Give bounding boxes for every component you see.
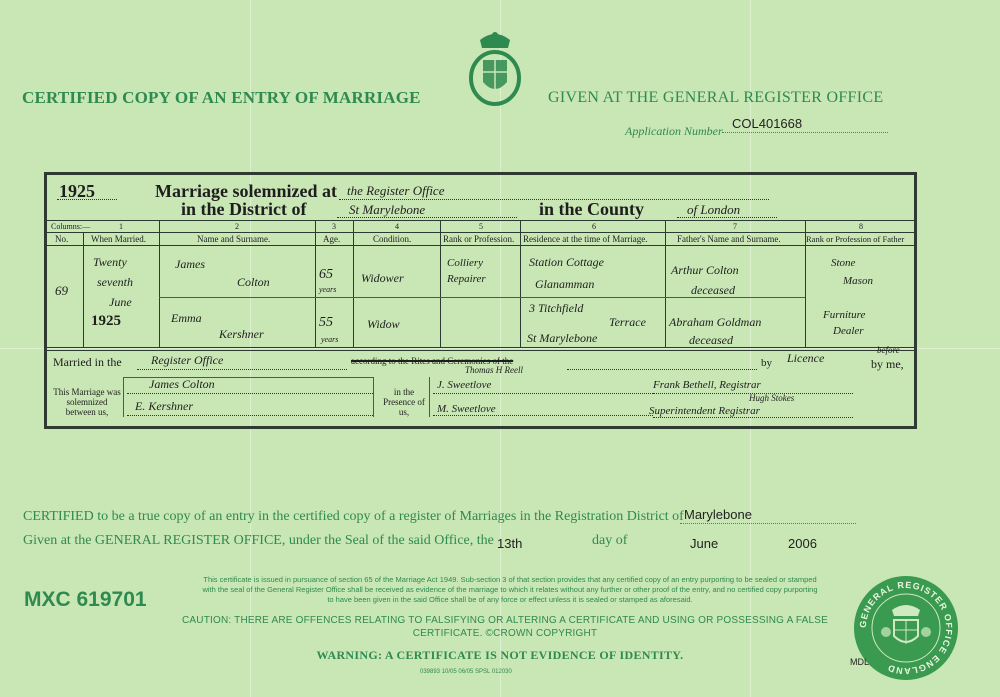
column-number: 5 — [479, 222, 483, 231]
form-code: 039893 10/05 06/05 SPSL 012030 — [420, 669, 512, 675]
certified-statement: CERTIFIED to be a true copy of an entry in the certified copy of a register of Marriages in the Registration District of — [23, 509, 684, 524]
superintendent-title: Superintendent Registrar — [649, 405, 760, 417]
legal-paragraph: This certificate is issued in pursuance of section 65 of the Marriage Act 1949. Sub-section 3 of that section provides that any certified copy of an entry purporting to be sealed or stamped with the seal of the General Register Office shall be received as evidence of the marriage to which it relates without any further or other proof of the entry, and no certified copy purporting to have been given in the said Office shall be of any force or effect unless it is sealed or stamped as aforesaid. — [202, 575, 818, 604]
groom-rank: Colliery — [447, 257, 484, 269]
column-number: 3 — [332, 222, 336, 231]
column-header: Age. — [323, 234, 341, 244]
bride-age: 55 — [319, 315, 333, 330]
witness-signature: Thomas H Reell — [465, 365, 523, 375]
column-number: 1 — [119, 222, 123, 231]
application-number-label: Application Number — [625, 124, 723, 138]
certificate-serial: MXC 619701 — [24, 588, 147, 611]
bride-father-status: deceased — [689, 333, 733, 347]
bride-residence: 3 Titchfield — [529, 301, 584, 315]
county-value: of London — [687, 202, 741, 217]
royal-crest-icon — [462, 26, 528, 108]
groom-age: 65 — [319, 267, 333, 282]
district-value: St Marylebone — [349, 202, 426, 217]
column-header: Father's Name and Surname. — [677, 234, 781, 244]
groom-condition: Widower — [361, 271, 404, 285]
given-at-statement: Given at the GENERAL REGISTER OFFICE, under the Seal of the said Office, the — [23, 533, 494, 548]
witness-signature: M. Sweetlove — [437, 403, 496, 415]
register-office-title: GIVEN AT THE GENERAL REGISTER OFFICE — [548, 89, 884, 106]
date-line: seventh — [97, 275, 133, 289]
district-label: in the District of — [181, 199, 307, 219]
column-number: 8 — [859, 222, 863, 231]
svg-text:GENERAL REGISTER OFFICE ENGLAN: GENERAL REGISTER OFFICE ENGLAND — [857, 579, 955, 677]
superintendent-name: Hugh Stokes — [749, 393, 795, 403]
column-number: 6 — [592, 222, 596, 231]
register-entry — [44, 172, 917, 429]
caution-text: CAUTION: THERE ARE OFFENCES RELATING TO FALSIFYING OR ALTERING A CERTIFICATE AND USING OR POSSESSING A FALSE CERTIFICATE. ©CROWN COPYRIGHT — [181, 615, 828, 639]
bride-father-rank: Dealer — [833, 325, 864, 337]
bride-condition: Widow — [367, 317, 400, 331]
solemnized-at-value: the Register Office — [347, 183, 445, 198]
application-number: COL401668 — [732, 116, 803, 131]
bride-surname: Kershner — [219, 327, 264, 341]
bride-residence: St Marylebone — [527, 331, 598, 345]
groom-surname: Colton — [237, 275, 270, 289]
column-header: Residence at the time of Marriage. — [523, 234, 648, 244]
county-label: in the County — [539, 199, 645, 219]
bride-residence: Terrace — [609, 315, 646, 329]
struck-text: according to the Rites and Ceremonies of the — [351, 356, 514, 366]
certified-year: 2006 — [788, 536, 817, 551]
groom-father: Arthur Colton — [671, 263, 739, 277]
age-unit: years — [321, 335, 339, 344]
certificate-title: CERTIFIED COPY OF AN ENTRY OF MARRIAGE — [22, 88, 421, 107]
bride-father: Abraham Goldman — [669, 315, 762, 329]
groom-residence: Station Cottage — [529, 255, 604, 269]
column-header: Condition. — [373, 234, 412, 244]
groom-father-status: deceased — [691, 283, 735, 297]
certified-day: 13th — [497, 536, 523, 551]
by-label: by — [761, 357, 772, 369]
date-line: June — [109, 295, 132, 309]
application-number-rule — [722, 132, 888, 133]
warning-text: WARNING: A CERTIFICATE IS NOT EVIDENCE OF IDENTITY. — [316, 648, 684, 662]
married-in-value: Register Office — [151, 353, 224, 367]
column-header: When Married. — [91, 234, 146, 244]
column-number: 7 — [733, 222, 737, 231]
groom-father-rank: Stone — [831, 257, 856, 269]
certified-month: June — [690, 536, 719, 551]
column-header: Rank or Profession of Father — [806, 234, 905, 244]
married-in-label: Married in the — [53, 355, 122, 369]
columns-label: Columns:— — [51, 222, 91, 231]
age-unit: years — [319, 285, 337, 294]
before-label: before — [877, 345, 900, 355]
certified-district: Marylebone — [684, 507, 752, 522]
entry-number: 69 — [55, 283, 68, 298]
date-year: 1925 — [91, 313, 121, 329]
day-of-label: day of — [592, 533, 628, 548]
date-line: Twenty — [93, 255, 127, 269]
column-header: Name and Surname. — [197, 234, 271, 244]
groom-father-rank: Mason — [843, 275, 873, 287]
registrar-signature: Frank Bethell, Registrar — [653, 379, 761, 391]
by-me-label: by me, — [871, 357, 904, 371]
column-number: 4 — [395, 222, 399, 231]
bride-father-rank: Furniture — [823, 309, 866, 321]
this-marriage-label: This Marriage was solemnized between us, — [53, 387, 121, 417]
bride-first-name: Emma — [171, 311, 202, 325]
column-number: 2 — [235, 222, 239, 231]
column-header: Rank or Profession. — [443, 234, 515, 244]
solemnized-at-label: Marriage solemnized at — [155, 181, 337, 201]
column-header: No. — [55, 234, 69, 244]
presence-label: in the Presence of us, — [383, 387, 425, 417]
entry-year: 1925 — [59, 181, 95, 201]
bride-signature: E. Kershner — [135, 399, 193, 413]
witness-signature: J. Sweetlove — [437, 379, 492, 391]
groom-first-name: James — [175, 257, 205, 271]
groom-rank: Repairer — [447, 273, 486, 285]
groom-signature: James Colton — [149, 377, 215, 391]
mdl-code: MDL — [850, 657, 870, 667]
by-value: Licence — [787, 351, 825, 365]
district-rule — [680, 523, 856, 524]
groom-residence: Glanamman — [535, 277, 595, 291]
